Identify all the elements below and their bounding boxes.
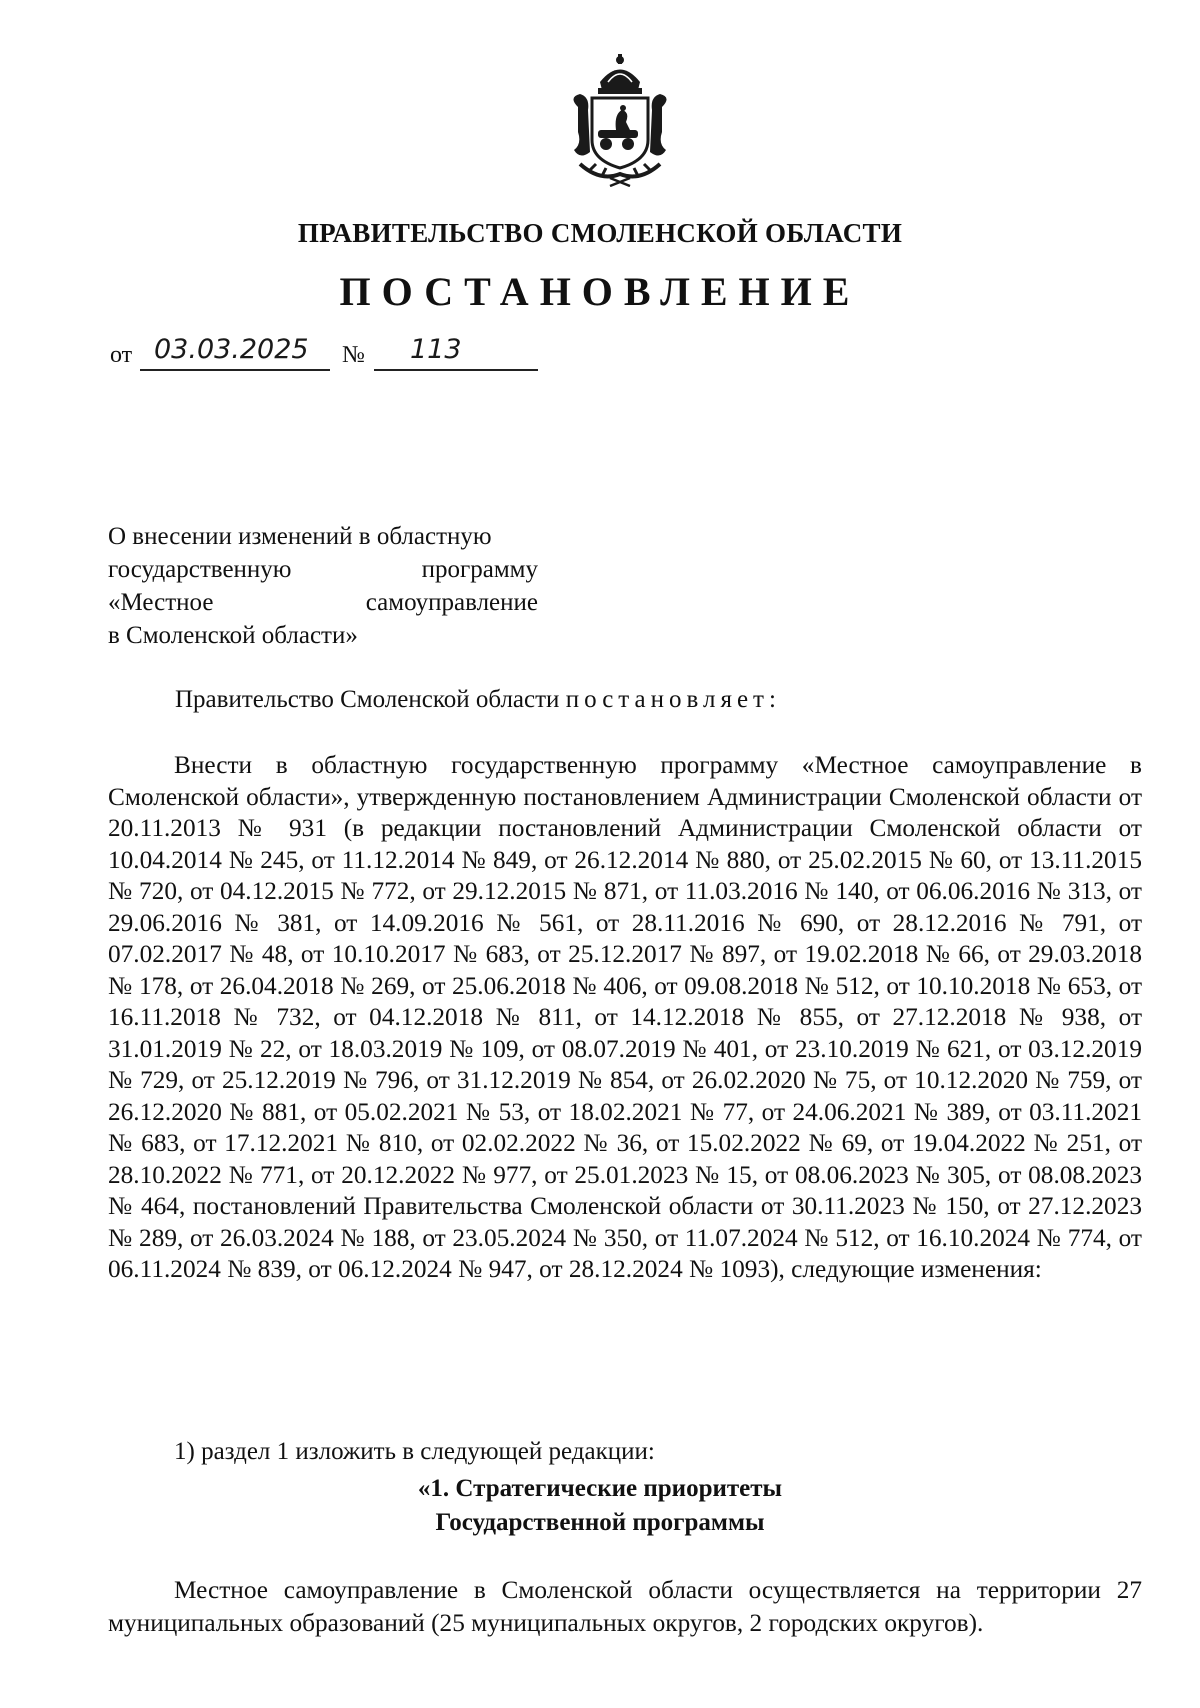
subject-line: в Смоленской области»: [108, 622, 358, 649]
decree-verb: постановляет:: [565, 686, 781, 713]
date-number-line: [110, 334, 550, 372]
subject-line: государственную программу: [108, 556, 538, 583]
document-date: 03.03.2025: [154, 334, 309, 365]
main-paragraph: Внести в областную государственную программу «Местное самоуправление в Смоленской области», утвержденную постановлением Администрации Смоленской области от 20.11.2013 № 931 (в редакции постановлений Администрации Смоленской области от 10.04.2014 № 245, от 11.12.2014 № 849, от 26.12.2014 № 880, от 25.02.2015 № 60, от 13.11.2015 № 720, от 04.12.2015 № 772, от 29.12.2015 № 871, от 11.03.2016 № 140, от 06.06.2016 № 313, от 29.06.2016 № 381, от 14.09.2016 № 561, от 28.11.2016 № 690, от 28.12.2016 № 791, от 07.02.2017 № 48, от 10.10.2017 № 683, от 25.12.2017 № 897, от 19.02.2018 № 66, от 29.03.2018 № 178, от 26.04.2018 № 269, от 25.06.2018 № 406, от 09.08.2018 № 512, от 10.10.2018 № 653, от 16.11.2018 № 732, от 04.12.2018 № 811, от 14.12.2018 № 855, от 27.12.2018 № 938, от 31.01.2019 № 22, от 18.03.2019 № 109, от 08.07.2019 № 401, от 23.10.2019 № 621, от 03.12.2019 № 729, от 25.12.2019 № 796, от 31.12.2019 № 854, от 26.02.2020 № 75, от 10.12.2020 № 759, от 26.12.2020 № 881, от 05.02.2021 № 53, от 18.02.2021 № 77, от 24.06.2021 № 389, от 03.11.2021 № 683, от 17.12.2021 № 810, от 02.02.2022 № 36, от 15.02.2022 № 69, от 19.04.2022 № 251, от 28.10.2022 № 771, от 20.12.2022 № 977, от 25.01.2023 № 15, от 08.06.2023 № 305, от 08.08.2023 № 464, постановлений Правительства Смоленской области от 30.11.2023 № 150, от 27.12.2023 № 289, от 26.03.2024 № 188, от 23.05.2024 № 350, от 11.07.2024 № 512, от 16.10.2024 № 774, от 06.11.2024 № 839, от 06.12.2024 № 947, от 28.12.2024 № 1093), следующие изменения:: [108, 751, 1142, 1283]
document-type-title: ПОСТАНОВЛЕНИЕ: [339, 269, 861, 314]
document-subject: [108, 520, 538, 652]
organization-title: ПРАВИТЕЛЬСТВО СМОЛЕНСКОЙ ОБЛАСТИ: [297, 218, 903, 248]
document-number: 113: [410, 334, 462, 365]
item-1: 1) раздел 1 изложить в следующей редакции:: [174, 1438, 655, 1465]
section-paragraph: Местное самоуправление в Смоленской области осуществляется на территории 27 муниципальных образований (25 муниципальных округов, 2 городских округов).: [108, 1576, 1142, 1637]
date-underline: [140, 369, 330, 371]
subject-line: О внесении изменений в областную: [108, 523, 492, 550]
section-title: «1. Стратегические приоритеты: [417, 1475, 783, 1502]
number-underline: [374, 369, 538, 371]
date-prefix: от: [110, 342, 133, 368]
number-sign: №: [342, 342, 365, 368]
decree-statement: Правительство Смоленской области постановляет:: [175, 686, 781, 713]
subject-line: «Местное самоуправление: [108, 589, 538, 616]
section-title-line2: Государственной программы: [435, 1509, 765, 1536]
coat-of-arms-icon: [560, 52, 680, 187]
